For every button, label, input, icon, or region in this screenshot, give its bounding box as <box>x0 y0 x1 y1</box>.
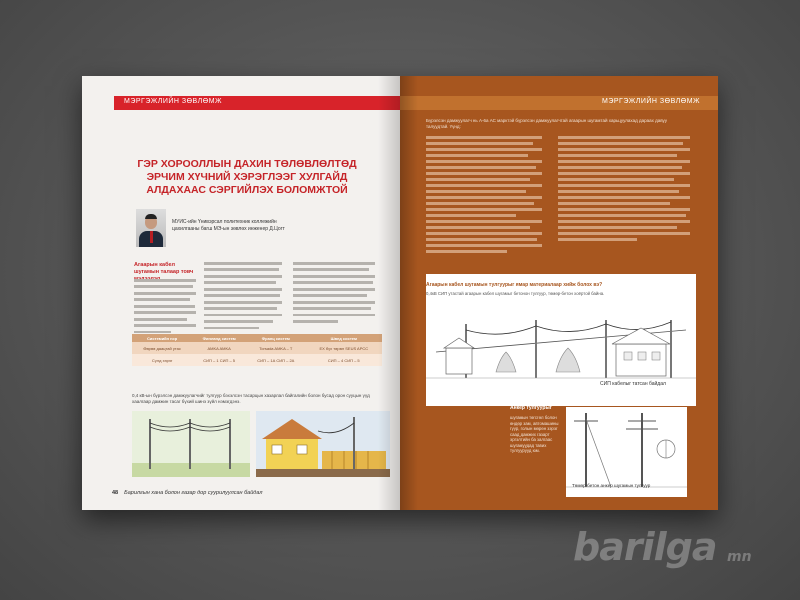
table-cell: Өөрөө даацтай утас <box>132 342 192 354</box>
box-text: 0,4кВ СИП утастай агаарын кабел шугамыг бетонон тулгуур, төмөр-бетон хоёртой байна. <box>426 291 605 296</box>
table-row <box>132 342 382 354</box>
page-footer <box>112 490 262 496</box>
table-header: Франц систем <box>246 334 306 342</box>
watermark-logo: barilga <box>573 525 717 569</box>
benefits-column-2 <box>558 136 690 244</box>
table-cell: СИП – 1А СИП – 2А <box>246 354 306 366</box>
magazine-spread <box>82 76 718 510</box>
author-photo <box>136 209 166 247</box>
table-header: Системийн нэр <box>132 334 192 342</box>
section-bar <box>400 96 718 110</box>
table-cell: Сүлд хэрэг <box>132 354 192 366</box>
table-cell: Torsada AMKA – T <box>246 342 306 354</box>
article-title: ГЭР ХОРООЛЛЫН ДАХИН ТӨЛӨВЛӨЛТӨД ЭРЧИМ ХҮЧНИЙ ХЭРЭГЛЭЭГ ХУЛГАЙД АЛДАХААС СЭРГИЙЛЭХ БОЛОМЖТОЙ <box>137 158 357 196</box>
left-page <box>82 76 400 510</box>
body-column-3 <box>293 262 375 327</box>
table-cell: AMKA AMKA <box>192 342 246 354</box>
table-row <box>132 354 382 366</box>
right-page <box>400 76 718 510</box>
box-heading: Агаарын кабел шугамын тулгуурыг ямар материалаар хийж болох вэ? <box>426 282 603 288</box>
anker-caption: Төмөр-бетон анкер шугамын тулгуур <box>572 483 651 488</box>
section-bar <box>114 96 400 110</box>
box-caption: СИП кабелыг татсан байдал <box>600 381 666 387</box>
cable-illustration <box>132 411 390 477</box>
comparison-table <box>132 334 382 366</box>
intro-text: Бүрэлсэн дамжуулагч нь А-6а АС марктэй бүрэлсэн дамжуулагчтай агаарын шугамтай харьцуулахад дараах давуу талуудтай. Үүнд: <box>426 118 668 129</box>
author-byline: МУИС-ийн Үнивэрсал политехник коллежийн цахилгааны багш МЭ-ын зөвлөх инженер Д.Цогт <box>172 219 285 232</box>
body-column-2 <box>204 262 282 333</box>
benefits-column-1 <box>426 136 542 256</box>
table-cell: ЕХ бүх төрөл SEUS APCC <box>306 342 382 354</box>
sip-cable-diagram <box>426 312 696 392</box>
section-label: МЭРГЭЖЛИЙН ЗӨВЛӨМЖ <box>602 98 700 105</box>
anker-text: шугамын төгсгөл болон өндөр зам, автомашины гүүр, голын мөрөн зэрэг саад дамжих газарт эргэлтийн ба залгаас шугамуудад тавих тулгуурууд юм. <box>510 415 559 453</box>
footer-text: Барилгын хана болон газар дор суурилуулсан байдал <box>124 490 263 496</box>
anker-heading: Анкер тулгуурыг <box>510 405 552 411</box>
table-cell: СИП – 1 СИП – 5 <box>192 354 246 366</box>
table-header: Финланд систем <box>192 334 246 342</box>
watermark-suffix: mn <box>727 549 752 565</box>
body-column-1 <box>134 279 196 337</box>
table-header: Швед систем <box>306 334 382 342</box>
table-cell: СИП – 4 СИП – 5 <box>306 354 382 366</box>
illustration-caption: 0,4 кВ-ын бүрэлсэн дамжуулагчийг тулгуур бэхэлсэн тасарцын хазарлал байгалийн болон бусад орон сууцын үүд хаалгаар дамжин тасаг бүхий шинэ зүйл нэмэгдэнэ. <box>132 393 370 404</box>
page-number: 48 <box>112 490 119 496</box>
subheading: Агаарын кабел шугамын талаар товч <box>134 262 194 275</box>
section-label: МЭРГЭЖЛИЙН ЗӨВЛӨМЖ <box>124 98 222 105</box>
